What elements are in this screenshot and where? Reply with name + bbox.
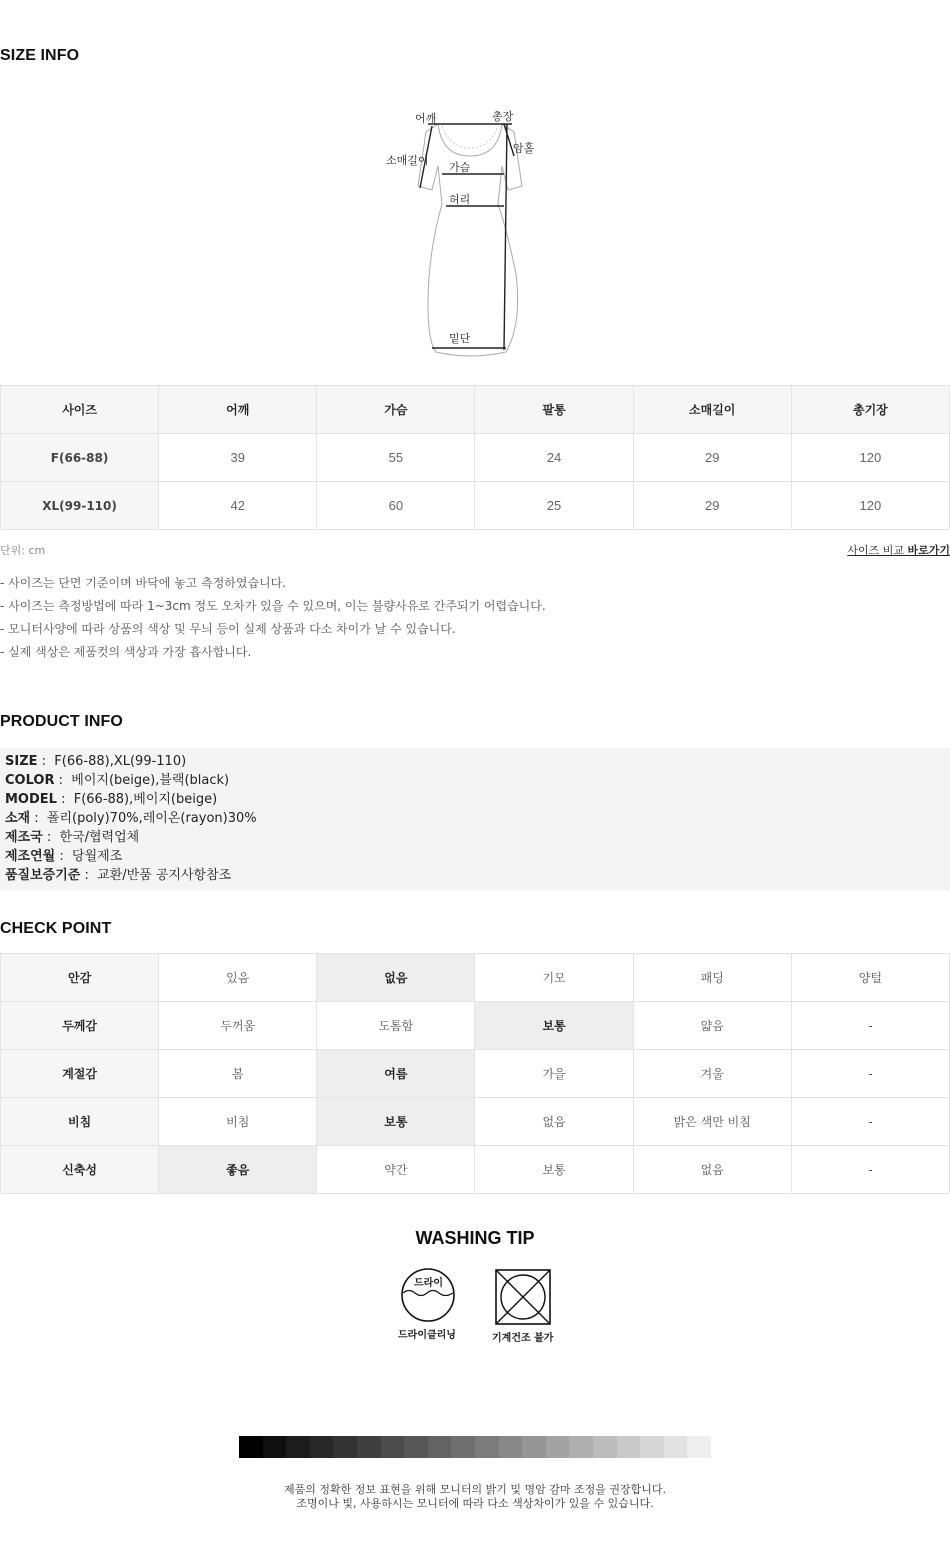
table-cell: 25 bbox=[475, 482, 633, 530]
product-info-value: 베이지(beige),블랙(black) bbox=[71, 773, 230, 788]
check-option-cell: 봄 bbox=[159, 1050, 317, 1098]
gray-swatch bbox=[286, 1436, 310, 1458]
gray-swatch bbox=[640, 1436, 664, 1458]
gray-swatch bbox=[522, 1436, 546, 1458]
table-header-cell: 팔통 bbox=[475, 386, 633, 434]
dry-clean-icon-text: 드라이 bbox=[414, 1278, 443, 1289]
check-option-cell: 좋음 bbox=[159, 1146, 317, 1194]
check-option-cell: 비침 bbox=[159, 1098, 317, 1146]
no-tumble-dry-label: 기계건조 불가 bbox=[492, 1333, 554, 1344]
check-label-cell: 신축성 bbox=[1, 1146, 159, 1194]
product-info-key: 품질보증기준 bbox=[5, 868, 81, 883]
diagram-label-shoulder: 어깨 bbox=[415, 112, 437, 125]
diagram-label-armhole: 암홀 bbox=[513, 142, 535, 155]
check-option-cell: 양털 bbox=[791, 954, 949, 1002]
table-row bbox=[1, 1146, 950, 1194]
no-tumble-dry-icon bbox=[494, 1268, 552, 1326]
table-row bbox=[1, 482, 950, 530]
check-option-cell: 겨울 bbox=[633, 1050, 791, 1098]
check-point-title: CHECK POINT bbox=[0, 920, 112, 937]
table-cell: 60 bbox=[317, 482, 475, 530]
check-option-cell: - bbox=[791, 1002, 949, 1050]
diagram-label-length: 총장 bbox=[492, 110, 514, 123]
product-info-key: 소재 bbox=[5, 811, 31, 826]
size-table bbox=[0, 385, 950, 530]
product-info-value: 교환/반품 공지사항참조 bbox=[97, 868, 232, 883]
table-cell: 120 bbox=[791, 482, 949, 530]
gray-swatch bbox=[475, 1436, 499, 1458]
gray-scale-bar bbox=[239, 1436, 711, 1458]
product-info-value: 폴리(poly)70%,레이온(rayon)30% bbox=[46, 811, 257, 826]
product-info-key: 제조연월 bbox=[5, 849, 56, 864]
product-info-value: F(66-88),XL(99-110) bbox=[54, 754, 187, 769]
unit-label: 단위: cm bbox=[0, 544, 46, 557]
check-option-cell: 보통 bbox=[317, 1098, 475, 1146]
gray-swatch bbox=[593, 1436, 617, 1458]
product-info-row: SIZE : F(66-88),XL(99-110) bbox=[5, 754, 187, 769]
gray-swatch bbox=[333, 1436, 357, 1458]
product-info-row: 품질보증기준 : 교환/반품 공지사항참조 bbox=[5, 868, 232, 883]
table-row bbox=[1, 434, 950, 482]
product-info-key: SIZE bbox=[5, 754, 38, 769]
size-table-header-row bbox=[1, 386, 950, 434]
check-option-cell: - bbox=[791, 1098, 949, 1146]
check-option-cell: - bbox=[791, 1050, 949, 1098]
size-compare-link[interactable] bbox=[847, 542, 950, 558]
check-option-cell: 약간 bbox=[317, 1146, 475, 1194]
footer-line-1: 제품의 정확한 정보 표현을 위해 모니터의 밝기 및 명암 감마 조정을 권장합니다. bbox=[284, 1483, 666, 1496]
gray-swatch bbox=[664, 1436, 688, 1458]
check-option-cell: 패딩 bbox=[633, 954, 791, 1002]
product-info-value: 한국/협력업체 bbox=[59, 830, 140, 845]
note-line: - 사이즈는 측정방법에 따라 1~3cm 정도 오차가 있을 수 있으며, 이는 불량사유로 간주되기 어렵습니다. bbox=[0, 599, 546, 613]
table-cell: 29 bbox=[633, 482, 791, 530]
gray-swatch bbox=[428, 1436, 452, 1458]
table-cell: 39 bbox=[159, 434, 317, 482]
product-info-value: 당월제조 bbox=[72, 849, 123, 864]
product-info-row: 제조국 : 한국/협력업체 bbox=[5, 830, 140, 845]
note-line: - 사이즈는 단면 기준이며 바닥에 놓고 측정하였습니다. bbox=[0, 576, 287, 590]
check-option-cell: 보통 bbox=[475, 1002, 633, 1050]
washing-tip-title: WASHING TIP bbox=[415, 1228, 535, 1248]
gray-swatch bbox=[617, 1436, 641, 1458]
product-info-key: MODEL bbox=[5, 792, 57, 807]
size-name-cell: XL(99-110) bbox=[1, 482, 159, 530]
check-option-cell: 없음 bbox=[475, 1098, 633, 1146]
gray-swatch bbox=[404, 1436, 428, 1458]
product-info-value: F(66-88),베이지(beige) bbox=[73, 792, 218, 807]
table-cell: 24 bbox=[475, 434, 633, 482]
check-option-cell: 도톰함 bbox=[317, 1002, 475, 1050]
table-header-cell: 소매길이 bbox=[633, 386, 791, 434]
product-info-row: COLOR : 베이지(beige),블랙(black) bbox=[5, 773, 230, 788]
check-label-cell: 안감 bbox=[1, 954, 159, 1002]
gray-swatch bbox=[357, 1436, 381, 1458]
check-label-cell: 비침 bbox=[1, 1098, 159, 1146]
check-point-table bbox=[0, 953, 950, 1194]
table-cell: 29 bbox=[633, 434, 791, 482]
check-option-cell: 여름 bbox=[317, 1050, 475, 1098]
size-compare-prefix: 사이즈 비교 bbox=[847, 544, 904, 557]
table-cell: 55 bbox=[317, 434, 475, 482]
size-notes bbox=[0, 574, 546, 666]
gray-swatch bbox=[263, 1436, 287, 1458]
dress-measurement-diagram bbox=[380, 104, 550, 358]
check-option-cell: 가을 bbox=[475, 1050, 633, 1098]
diagram-label-hem: 밑단 bbox=[449, 332, 471, 345]
size-name-cell: F(66-88) bbox=[1, 434, 159, 482]
check-label-cell: 두께감 bbox=[1, 1002, 159, 1050]
table-cell: 120 bbox=[791, 434, 949, 482]
diagram-label-sleeve: 소매길이 bbox=[386, 154, 429, 167]
gray-swatch bbox=[569, 1436, 593, 1458]
note-line: - 실제 색상은 제품컷의 색상과 가장 흡사합니다. bbox=[0, 645, 252, 659]
diagram-label-chest: 가슴 bbox=[449, 161, 471, 174]
table-row bbox=[1, 1098, 950, 1146]
product-info-title: PRODUCT INFO bbox=[0, 713, 123, 730]
table-header-cell: 어깨 bbox=[159, 386, 317, 434]
check-label-cell: 계절감 bbox=[1, 1050, 159, 1098]
product-info-key: 제조국 bbox=[5, 830, 43, 845]
footer-line-2: 조명이나 빛, 사용하시는 모니터에 따라 다소 색상차이가 있을 수 있습니다. bbox=[296, 1497, 654, 1510]
gray-swatch bbox=[546, 1436, 570, 1458]
check-option-cell: - bbox=[791, 1146, 949, 1194]
check-option-cell: 얇음 bbox=[633, 1002, 791, 1050]
table-row bbox=[1, 954, 950, 1002]
check-option-cell: 없음 bbox=[317, 954, 475, 1002]
note-line: - 모니터사양에 따라 상품의 색상 및 무늬 등이 실제 상품과 다소 차이가 날 수 있습니다. bbox=[0, 622, 456, 636]
gray-swatch bbox=[239, 1436, 263, 1458]
product-info-row: MODEL : F(66-88),베이지(beige) bbox=[5, 792, 218, 807]
check-option-cell: 없음 bbox=[633, 1146, 791, 1194]
check-option-cell: 두꺼움 bbox=[159, 1002, 317, 1050]
check-option-cell: 있음 bbox=[159, 954, 317, 1002]
product-info-row: 제조연월 : 당월제조 bbox=[5, 849, 123, 864]
size-info-title: SIZE INFO bbox=[0, 47, 80, 64]
gray-swatch bbox=[687, 1436, 711, 1458]
check-option-cell: 기모 bbox=[475, 954, 633, 1002]
table-row bbox=[1, 1050, 950, 1098]
dry-clean-label: 드라이클리닝 bbox=[398, 1330, 456, 1341]
check-option-cell: 밝은 색만 비침 bbox=[633, 1098, 791, 1146]
gray-swatch bbox=[381, 1436, 405, 1458]
gray-swatch bbox=[451, 1436, 475, 1458]
product-info-row: 소재 : 폴리(poly)70%,레이온(rayon)30% bbox=[5, 811, 257, 826]
diagram-label-waist: 허리 bbox=[449, 193, 471, 206]
gray-swatch bbox=[499, 1436, 523, 1458]
product-info-key: COLOR bbox=[5, 773, 55, 788]
check-option-cell: 보통 bbox=[475, 1146, 633, 1194]
size-compare-link-text: 바로가기 bbox=[907, 544, 950, 557]
table-header-cell: 사이즈 bbox=[1, 386, 159, 434]
table-header-cell: 총기장 bbox=[791, 386, 949, 434]
table-row bbox=[1, 1002, 950, 1050]
product-info-box bbox=[0, 748, 950, 890]
table-cell: 42 bbox=[159, 482, 317, 530]
gray-swatch bbox=[310, 1436, 334, 1458]
table-header-cell: 가슴 bbox=[317, 386, 475, 434]
